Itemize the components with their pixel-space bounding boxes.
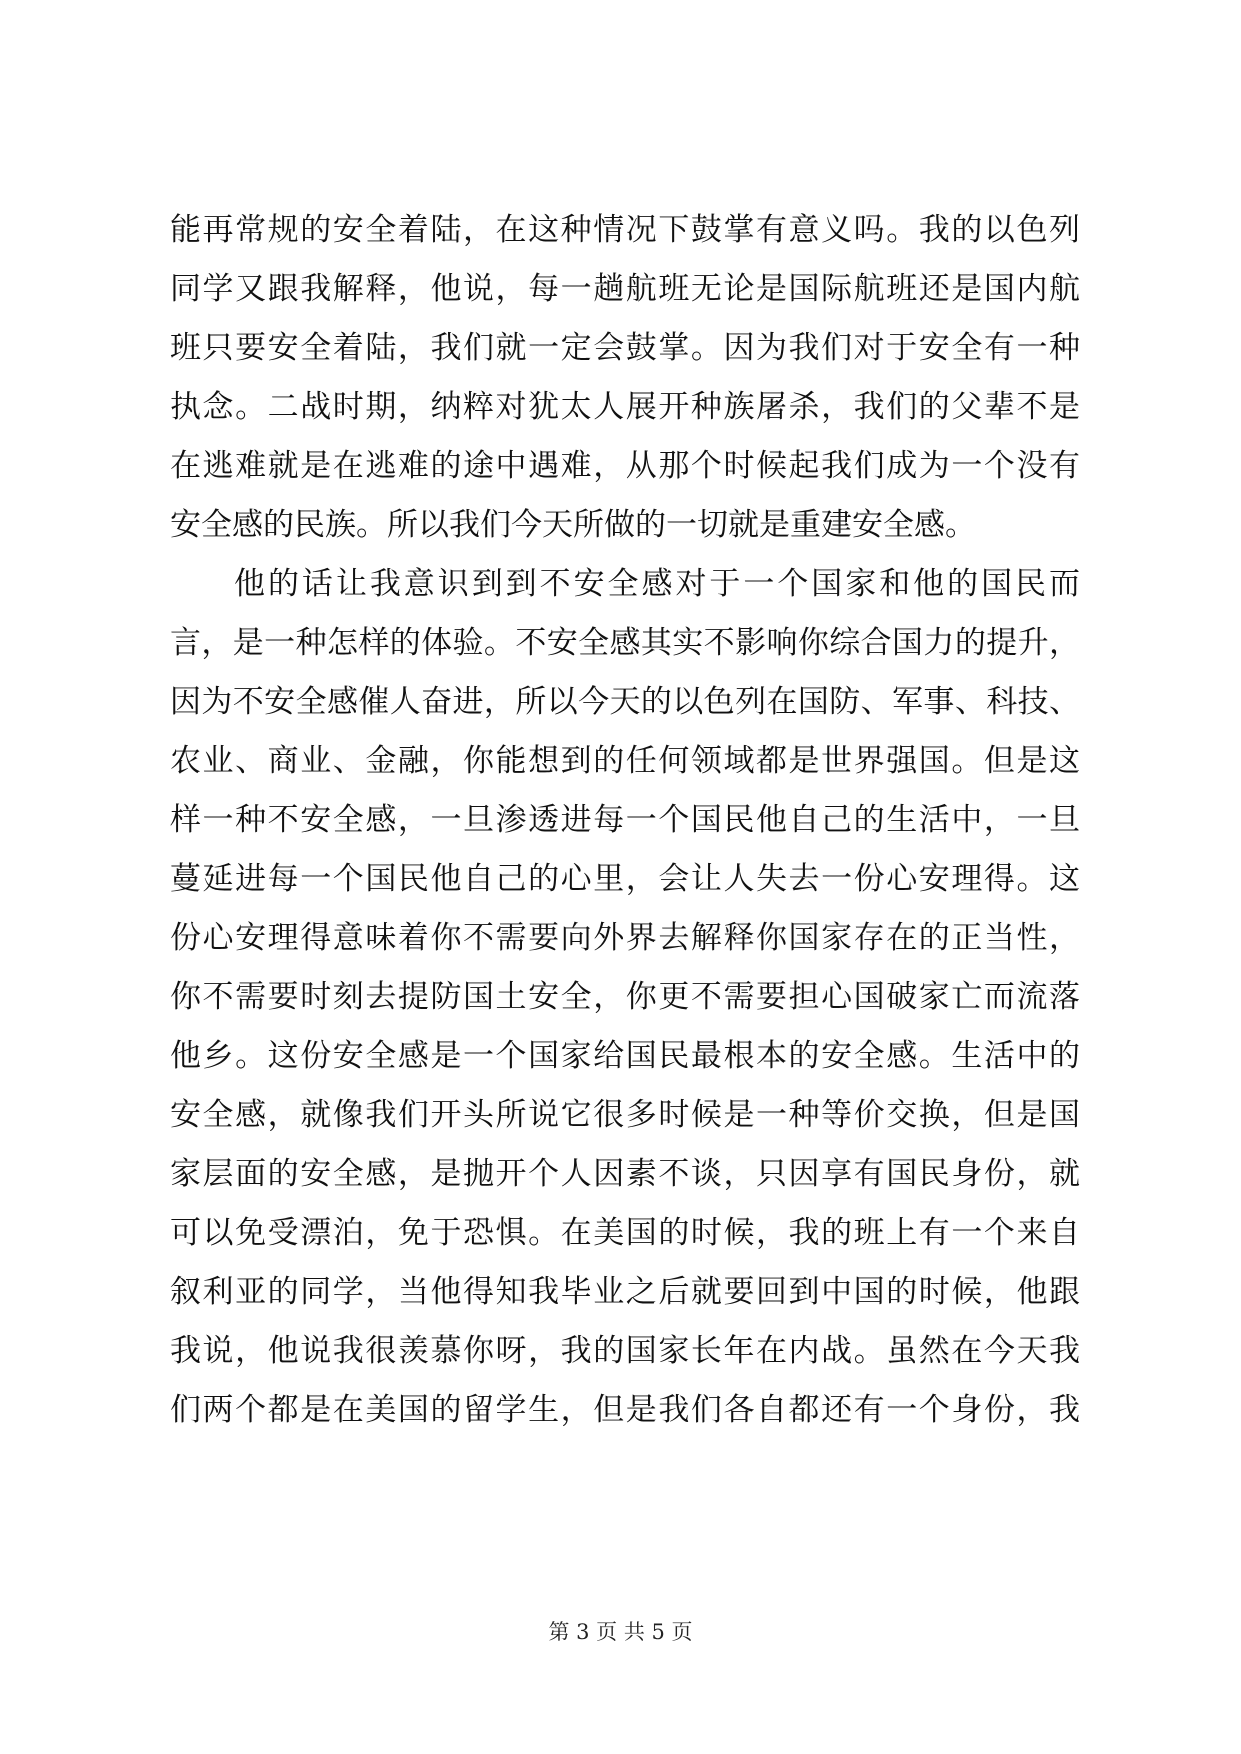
paragraph <box>170 201 1080 555</box>
text-line: 可以免受漂泊，免于恐惧。在美国的时候，我的班上有一个来自 <box>170 1215 1080 1251</box>
text-line: 农业、商业、金融，你能想到的任何领域都是世界强国。但是这 <box>170 743 1080 779</box>
text-line: 能再常规的安全着陆，在这种情况下鼓掌有意义吗。我的以色列 <box>170 212 1080 248</box>
text-line: 我说，他说我很羡慕你呀，我的国家长年在内战。虽然在今天我 <box>170 1333 1080 1369</box>
text-line: 安全感的民族。所以我们今天所做的一切就是重建安全感。 <box>170 507 976 543</box>
text-line: 们两个都是在美国的留学生，但是我们各自都还有一个身份，我 <box>170 1392 1080 1428</box>
text-line: 家层面的安全感，是抛开个人因素不谈，只因享有国民身份，就 <box>170 1156 1080 1192</box>
text-line: 你不需要时刻去提防国土安全，你更不需要担心国破家亡而流落 <box>170 979 1080 1015</box>
text-line: 蔓延进每一个国民他自己的心里，会让人失去一份心安理得。这 <box>170 861 1080 897</box>
text-line: 在逃难就是在逃难的途中遇难，从那个时候起我们成为一个没有 <box>170 448 1080 484</box>
text-line: 样一种不安全感，一旦渗透进每一个国民他自己的生活中，一旦 <box>170 802 1080 838</box>
text-line: 安全感，就像我们开头所说它很多时候是一种等价交换，但是国 <box>170 1097 1080 1133</box>
text-line: 他的话让我意识到到不安全感对于一个国家和他的国民而 <box>234 566 1080 602</box>
text-line: 份心安理得意味着你不需要向外界去解释你国家存在的正当性， <box>170 920 1080 956</box>
text-line: 言，是一种怎样的体验。不安全感其实不影响你综合国力的提升， <box>170 625 1080 661</box>
text-line: 他乡。这份安全感是一个国家给国民最根本的安全感。生活中的 <box>170 1038 1080 1074</box>
text-line: 同学又跟我解释，他说，每一趟航班无论是国际航班还是国内航 <box>170 271 1080 307</box>
text-line: 执念。二战时期，纳粹对犹太人展开种族屠杀，我们的父辈不是 <box>170 389 1080 425</box>
document-body <box>170 201 1080 1440</box>
text-line: 因为不安全感催人奋进，所以今天的以色列在国防、军事、科技、 <box>170 684 1080 720</box>
paragraph <box>170 555 1080 1440</box>
text-line: 班只要安全着陆，我们就一定会鼓掌。因为我们对于安全有一种 <box>170 330 1080 366</box>
page-footer: 第 3 页 共 5 页 <box>548 1620 693 1644</box>
text-line: 叙利亚的同学，当他得知我毕业之后就要回到中国的时候，他跟 <box>170 1274 1080 1310</box>
